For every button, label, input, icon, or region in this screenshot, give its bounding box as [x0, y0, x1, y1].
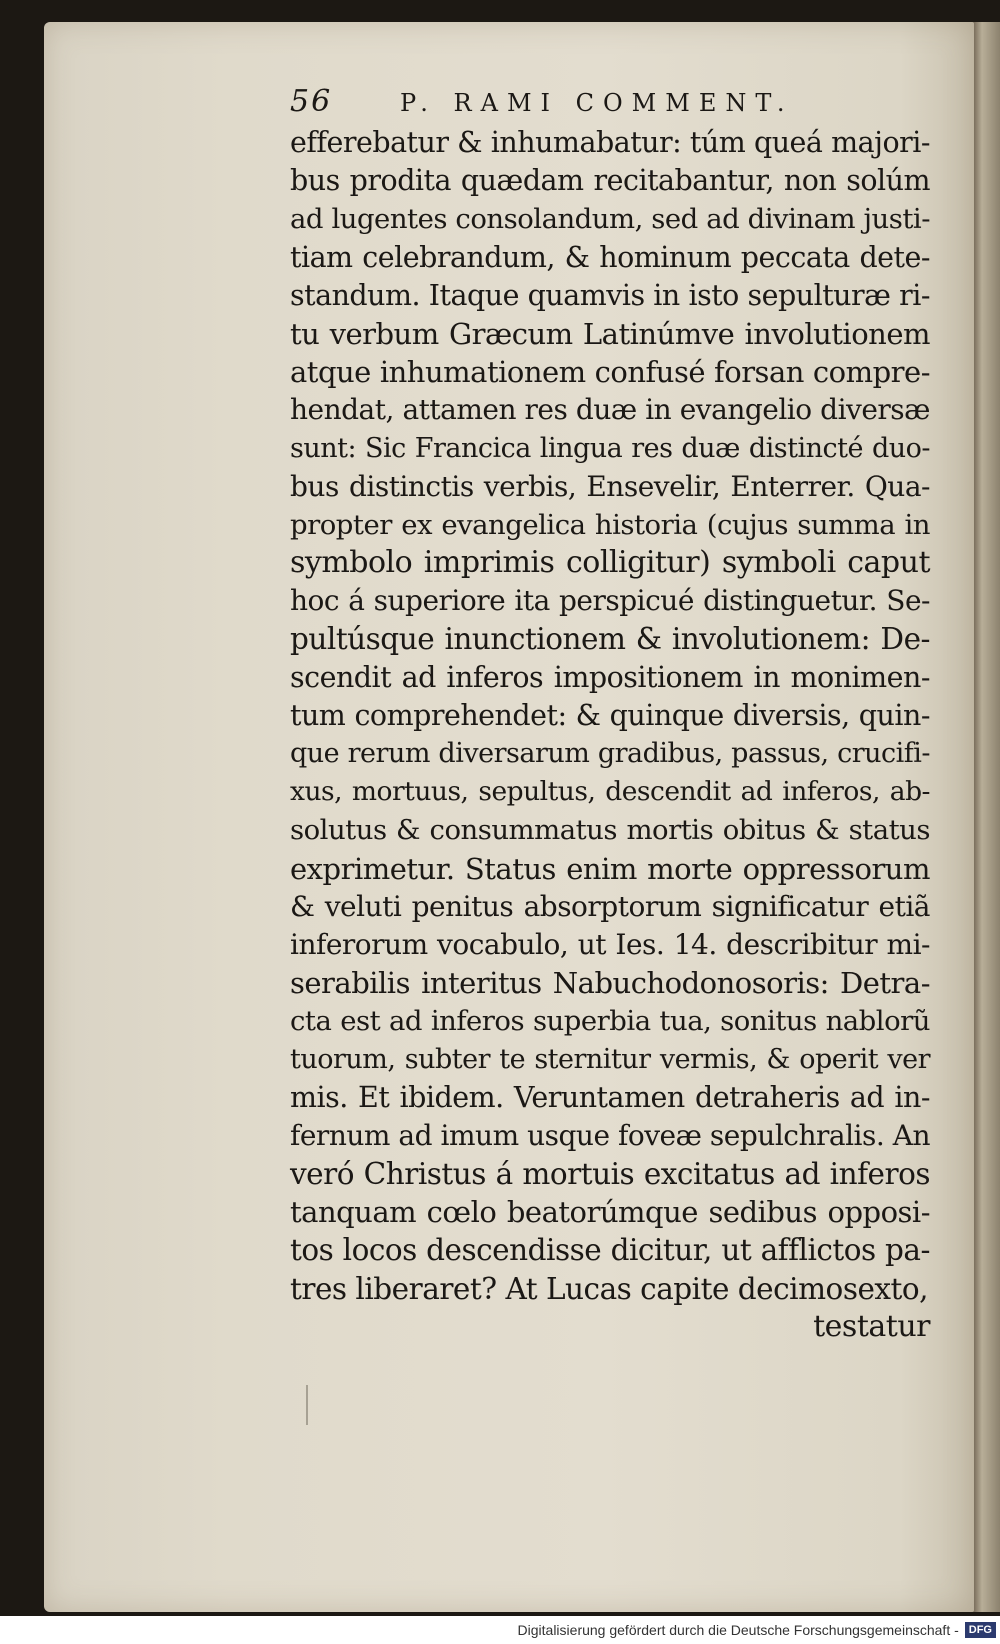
text-line: fernum ad imum usque foveæ sepulchralis. An: [290, 1118, 930, 1152]
text-line: tanquam cœlo beatorúmque sedibus opposi-: [290, 1195, 930, 1230]
text-line: bus distinctis verbis, Ensevelir, Enterrer. Qua-: [290, 469, 930, 503]
margin-mark: [306, 1385, 308, 1425]
text-line: exprimetur. Status enim morte oppressorum: [290, 851, 930, 886]
text-line: hoc á superiore ita perspicué distinguetur. Se-: [290, 584, 930, 618]
body-text: [290, 124, 930, 1346]
text-line: atque inhumationem confusé forsan compre-: [290, 355, 930, 390]
page-edge: [970, 22, 1000, 1612]
text-line: hendat, attamen res duæ in evangelio diversæ: [290, 393, 930, 427]
text-line: tu verbum Græcum Latinúmve involutionem: [290, 316, 930, 351]
running-head-title: P. RAMI COMMENT.: [400, 89, 794, 117]
catchword: testatur: [813, 1308, 930, 1344]
text-line: tum comprehendet: & quinque diversis, quin-: [290, 698, 930, 732]
text-line: tuorum, subter te sternitur vermis, & operit ver: [290, 1043, 930, 1075]
text-line: pultúsque inunctionem & involutionem: De-: [290, 622, 930, 657]
text-line: propter ex evangelica historia (cujus summa in: [290, 508, 930, 541]
text-line: efferebatur & inhumabatur: túm queá majori-: [290, 126, 930, 159]
text-block: [290, 84, 930, 1346]
text-line: que rerum diversarum gradibus, passus, crucifi-: [290, 738, 930, 769]
text-line: tres liberaret? At Lucas capite decimosexto,: [290, 1271, 929, 1306]
text-line: xus, mortuus, sepultus, descendit ad inferos, ab-: [290, 776, 930, 808]
text-line: tos locos descendisse dicitur, ut afflictos pa-: [290, 1233, 930, 1268]
text-line: tiam celebrandum, & hominum peccata dete-: [290, 240, 930, 274]
text-line: cta est ad inferos superbia tua, sonitus nablorũ: [290, 1005, 930, 1038]
dfg-logo: DFG: [965, 1622, 996, 1638]
text-line: solutus & consummatus mortis obitus & status: [290, 814, 930, 847]
text-line: sunt: Sic Francica lingua res duæ distincté duo-: [290, 432, 930, 464]
running-head: [290, 84, 930, 124]
text-line: mis. Et ibidem. Veruntamen detraheris ad in-: [290, 1080, 930, 1114]
text-line: inferorum vocabulo, ut Ies. 14. describitur mi-: [290, 927, 930, 961]
text-line: standum. Itaque quamvis in isto sepulturæ ri-: [290, 278, 930, 312]
footer-bar: [0, 1616, 1000, 1644]
text-line: scendit ad inferos impositionem in monimen-: [290, 660, 930, 694]
text-line: veró Christus á mortuis excitatus ad inferos: [290, 1157, 930, 1192]
text-line: bus prodita quædam recitabantur, non solúm: [290, 164, 930, 198]
text-line: serabilis interitus Nabuchodonosoris: Detra-: [290, 966, 930, 1001]
page-number: 56: [290, 84, 333, 119]
footer-credit: Digitalisierung gefördert durch die Deutsche Forschungsgemeinschaft -: [517, 1622, 959, 1638]
text-line: & veluti penitus absorptorum significatur etiã: [290, 889, 930, 923]
text-line: symbolo imprimis colligitur) symboli caput: [290, 545, 930, 581]
text-line: ad lugentes consolandum, sed ad divinam justi-: [290, 203, 930, 236]
